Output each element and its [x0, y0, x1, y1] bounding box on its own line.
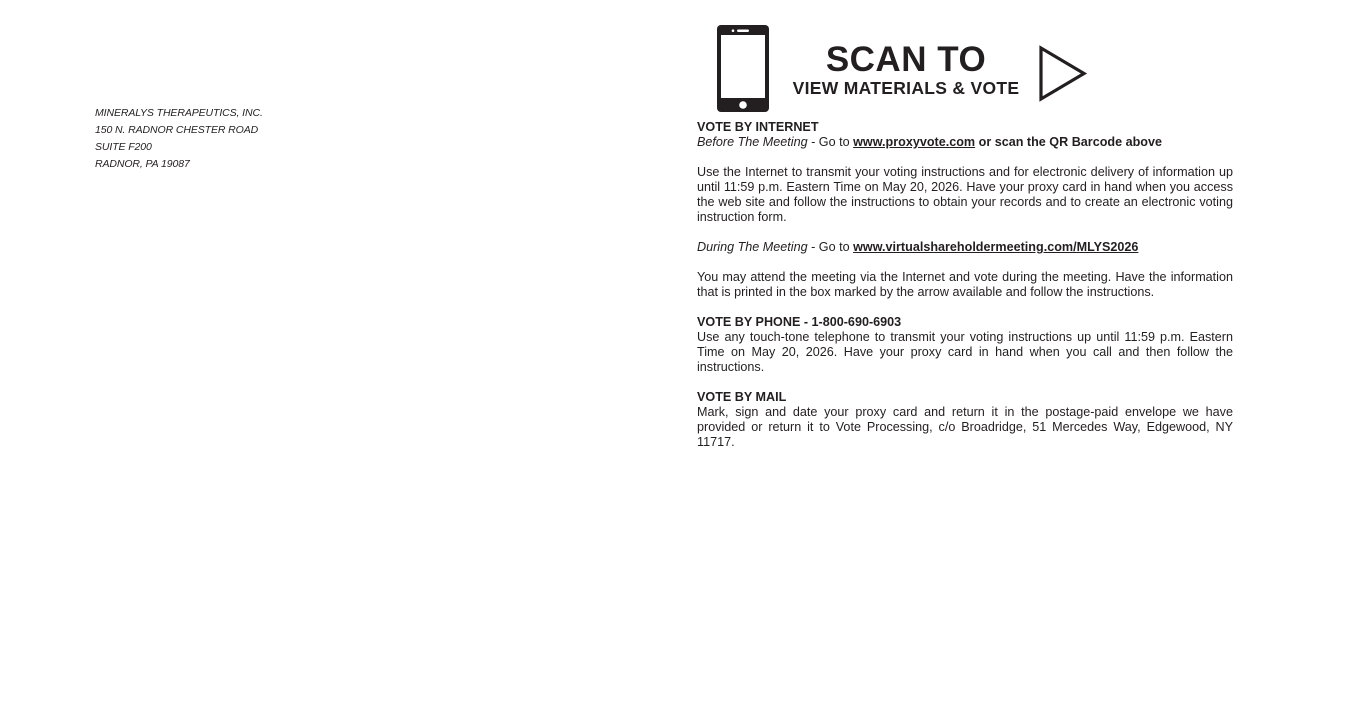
return-address — [95, 105, 263, 173]
scan-title: SCAN TO — [825, 40, 987, 79]
city-state-zip: RADNOR, PA 19087 — [95, 158, 190, 170]
mail-body: Mark, sign and date your proxy card and return it in the postage-paid envelope we have provided or return it to Vote Processing, c/o Broadridge, 51 Mercedes Way, Edgewood, NY 11717. — [697, 405, 1233, 449]
before-meeting-line — [697, 135, 1233, 150]
street-address: 150 N. RADNOR CHESTER ROAD — [95, 124, 259, 136]
company-name: MINERALYS THERAPEUTICS, INC. — [95, 107, 263, 119]
mail-heading: VOTE BY MAIL — [697, 390, 787, 404]
phone-body: Use any touch-tone telephone to transmit your voting instructions up until 11:59 p.m. Eastern Time on May 20, 2026. Have your proxy card in hand when you call and then follow the instructions. — [697, 330, 1233, 374]
internet-body: Use the Internet to transmit your voting instructions and for electronic delivery of information up until 11:59 p.m. Eastern Time on May 20, 2026. Have your proxy card in hand when you access the web site and follow the instructions to obtain your records and to create an electronic voting instruction form. — [697, 165, 1233, 224]
virtual-meeting-link[interactable]: www.virtualshareholdermeeting.com/MLYS2026 — [853, 240, 1139, 254]
smartphone-icon — [716, 25, 770, 113]
during-meeting-line — [697, 240, 1233, 255]
during-meeting-dash: - Go to — [807, 240, 854, 254]
suite-line: SUITE F200 — [95, 141, 152, 153]
proxyvote-link[interactable]: www.proxyvote.com — [853, 135, 976, 149]
phone-heading: VOTE BY PHONE - 1-800-690-6903 — [697, 315, 902, 329]
internet-heading: VOTE BY INTERNET — [697, 120, 819, 134]
voting-instructions — [697, 120, 1233, 450]
during-meeting-label: During The Meeting — [697, 240, 808, 254]
before-meeting-label: Before The Meeting — [697, 135, 808, 149]
qr-note: or scan the QR Barcode above — [975, 135, 1162, 149]
play-arrow-icon — [1038, 45, 1088, 102]
before-meeting-dash: - Go to — [807, 135, 854, 149]
scan-subtitle: VIEW MATERIALS & VOTE — [792, 78, 1020, 98]
during-meeting-body: You may attend the meeting via the Internet and vote during the meeting. Have the information that is printed in the box marked by the arrow available and follow the instructions. — [697, 270, 1233, 299]
